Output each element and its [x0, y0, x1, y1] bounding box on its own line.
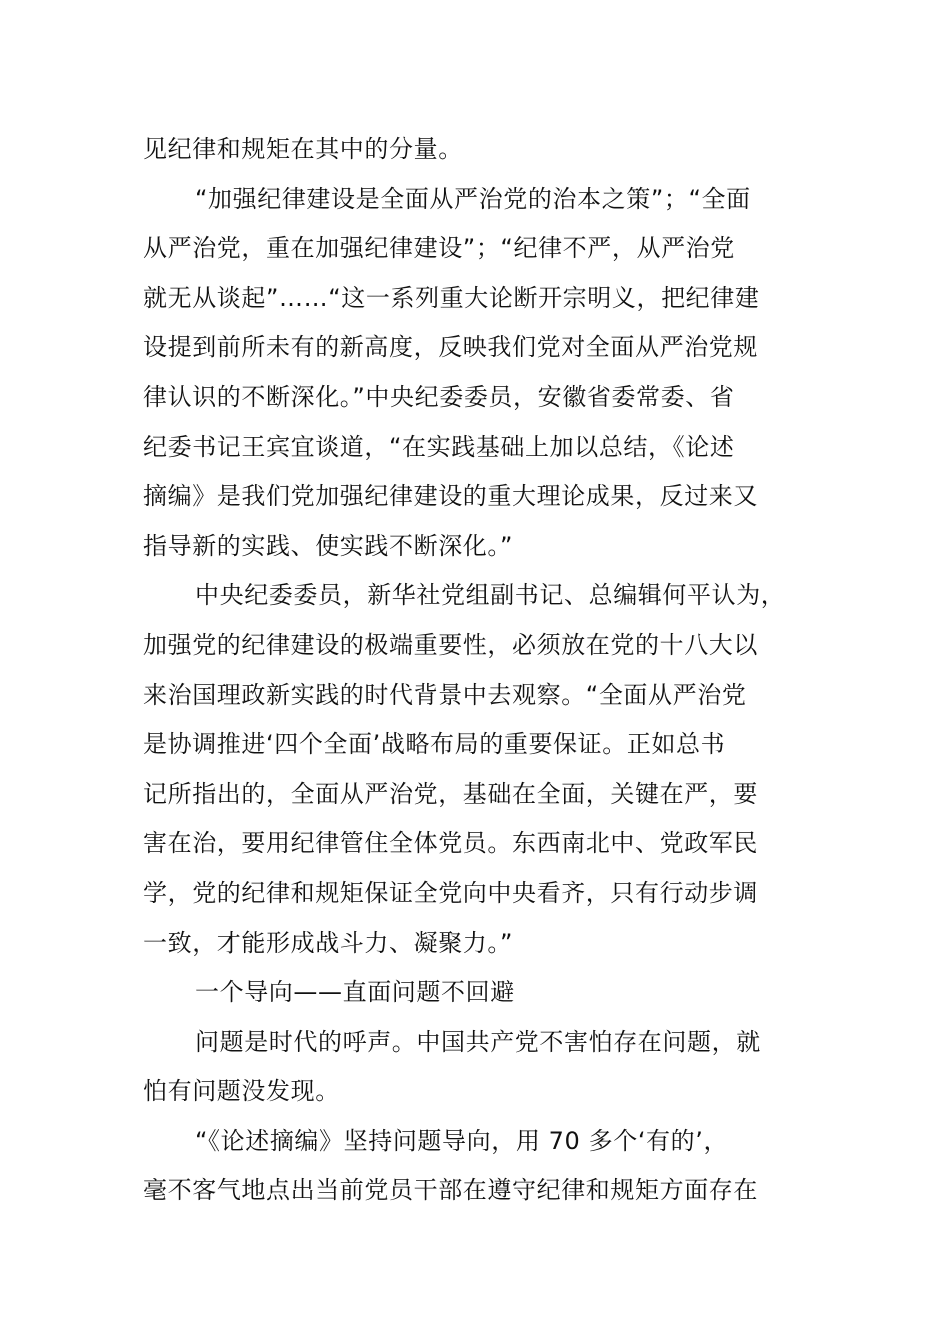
text-line: 毫不客气地点出当前党员干部在遵守纪律和规矩方面存在 [143, 1176, 758, 1205]
body-text [143, 125, 823, 1216]
text-line: 纪委书记王宾宜谈道，“在实践基础上加以总结，《论述 [143, 432, 735, 461]
text-line: 学，党的纪律和规矩保证全党向中央看齐，只有行动步调 [143, 878, 758, 907]
text-line: 一致，才能形成战斗力、凝聚力。” [143, 928, 514, 957]
text-line: 记所指出的，全面从严治党，基础在全面，关键在严，要 [143, 779, 758, 808]
text-line: 害在治，要用纪律管住全体党员。东西南北中、党政军民 [143, 829, 758, 858]
text-line: 摘编》是我们党加强纪律建设的重大理论成果，反过来又 [143, 482, 758, 511]
text-line: 问题是时代的呼声。中国共产党不害怕存在问题，就 [195, 1027, 761, 1056]
text-line: 见纪律和规矩在其中的分量。 [143, 135, 463, 163]
text-line: 中央纪委委员，新华社党组副书记、总编辑何平认为， [195, 581, 786, 610]
text-line: “《论述摘编》坚持问题导向，用 70 多个‘有的’， [195, 1126, 729, 1155]
text-line: 指导新的实践、使实践不断深化。” [143, 531, 514, 560]
text-line: 是协调推进‘四个全面’战略布局的重要保证。正如总书 [143, 730, 726, 759]
text-line: 怕有问题没发现。 [143, 1077, 340, 1106]
text-line: 加强党的纪律建设的极端重要性，必须放在党的十八大以 [143, 630, 758, 659]
section-heading: 一个导向——直面问题不回避 [195, 978, 515, 1007]
text-line: “加强纪律建设是全面从严治党的治本之策”；“全面 [195, 184, 751, 213]
text-line: 律认识的不断深化。”中央纪委委员，安徽省委常委、省 [143, 382, 735, 411]
text-line: 从严治党，重在加强纪律建设”；“纪律不严，从严治党 [143, 234, 735, 263]
text-line: 就无从谈起”……“这一系列重大论断开宗明义，把纪律建 [143, 283, 760, 312]
text-line: 来治国理政新实践的时代背景中去观察。“全面从严治党 [143, 680, 747, 709]
text-line: 设提到前所未有的新高度，反映我们党对全面从严治党规 [143, 333, 758, 362]
